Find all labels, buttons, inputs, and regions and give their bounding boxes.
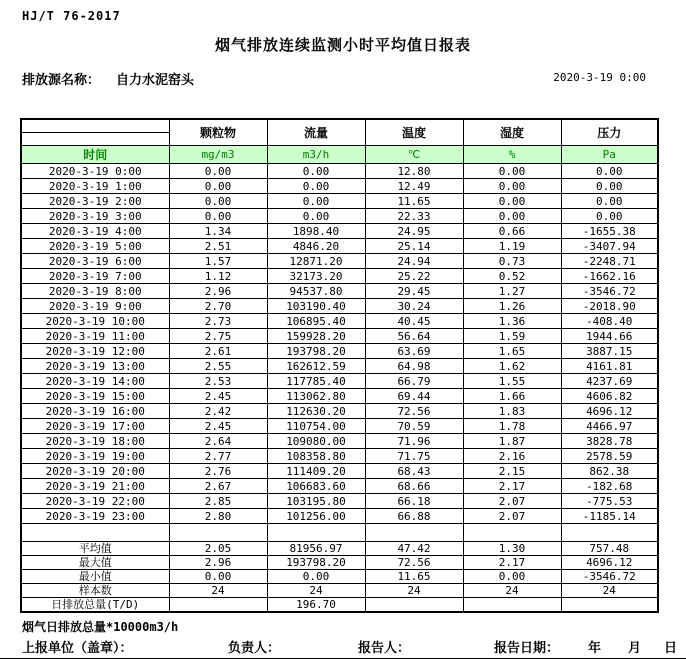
time-cell: 2020-3-19 22:00 (21, 494, 169, 509)
value-cell: 103195.80 (267, 494, 365, 509)
value-cell: 66.79 (365, 374, 463, 389)
value-cell: 81956.97 (267, 542, 365, 556)
value-cell: 66.88 (365, 509, 463, 524)
col-header-particulate: 颗粒物 (169, 119, 267, 146)
value-cell (365, 598, 463, 613)
table-row (21, 179, 658, 194)
time-cell: 2020-3-19 2:00 (21, 194, 169, 209)
value-cell: 63.69 (365, 344, 463, 359)
value-cell: 2.77 (169, 449, 267, 464)
year-label: 年 (588, 641, 602, 656)
unit-temperature: ℃ (365, 146, 463, 164)
value-cell: 0.00 (561, 194, 658, 209)
value-cell (561, 598, 658, 613)
value-cell: 66.18 (365, 494, 463, 509)
value-cell: 2.45 (169, 389, 267, 404)
table-row (21, 598, 658, 613)
value-cell: 2578.59 (561, 449, 658, 464)
value-cell: 64.98 (365, 359, 463, 374)
table-row (21, 254, 658, 269)
value-cell: 1.19 (463, 239, 561, 254)
data-rows (21, 164, 658, 524)
value-cell: 159928.20 (267, 329, 365, 344)
value-cell: 56.64 (365, 329, 463, 344)
col-header-temperature: 温度 (365, 119, 463, 146)
hourly-average-table (20, 118, 659, 613)
value-cell: 111409.20 (267, 464, 365, 479)
value-cell: 2.70 (169, 299, 267, 314)
col-header-humidity: 湿度 (463, 119, 561, 146)
value-cell: 2.73 (169, 314, 267, 329)
value-cell: 0.52 (463, 269, 561, 284)
value-cell: 22.33 (365, 209, 463, 224)
value-cell: -182.68 (561, 479, 658, 494)
value-cell: 0.00 (561, 164, 658, 179)
table-row (21, 314, 658, 329)
table-row (21, 389, 658, 404)
time-cell: 2020-3-19 19:00 (21, 449, 169, 464)
value-cell: 103190.40 (267, 299, 365, 314)
table-row (21, 509, 658, 524)
param-header-row (21, 119, 658, 146)
value-cell: 112630.20 (267, 404, 365, 419)
value-cell: 1.26 (463, 299, 561, 314)
value-cell: 1.78 (463, 419, 561, 434)
col-header-pressure: 压力 (561, 119, 658, 146)
spacer-cell (561, 524, 658, 542)
time-cell: 2020-3-19 14:00 (21, 374, 169, 389)
time-cell: 2020-3-19 4:00 (21, 224, 169, 239)
time-cell: 2020-3-19 5:00 (21, 239, 169, 254)
spacer-row (21, 524, 658, 542)
value-cell: -2248.71 (561, 254, 658, 269)
value-cell: 196.70 (267, 598, 365, 613)
standard-number: HJ/T 76-2017 (22, 9, 121, 23)
table-row (21, 449, 658, 464)
table-row (21, 542, 658, 556)
value-cell: 12.80 (365, 164, 463, 179)
spacer-cell (267, 524, 365, 542)
value-cell: 4466.97 (561, 419, 658, 434)
value-cell: 109080.00 (267, 434, 365, 449)
time-cell: 2020-3-19 3:00 (21, 209, 169, 224)
value-cell: 2.96 (169, 556, 267, 570)
value-cell: 24 (267, 584, 365, 598)
value-cell: 193798.20 (267, 344, 365, 359)
table-row (21, 224, 658, 239)
responsible-person-label: 负责人： (228, 641, 281, 656)
value-cell: -2018.90 (561, 299, 658, 314)
value-cell: 1.36 (463, 314, 561, 329)
time-cell: 2020-3-19 15:00 (21, 389, 169, 404)
value-cell: 4696.12 (561, 404, 658, 419)
unit-flow: m3/h (267, 146, 365, 164)
value-cell: 2.67 (169, 479, 267, 494)
spacer-cell (365, 524, 463, 542)
value-cell: -1185.14 (561, 509, 658, 524)
value-cell: 106895.40 (267, 314, 365, 329)
table-row (21, 479, 658, 494)
summary-rows (21, 542, 658, 613)
value-cell: 0.00 (267, 179, 365, 194)
corner-split-bottom (22, 133, 169, 145)
value-cell: 2.85 (169, 494, 267, 509)
value-cell: 2.17 (463, 479, 561, 494)
value-cell: 0.00 (169, 179, 267, 194)
value-cell: 2.75 (169, 329, 267, 344)
value-cell: 0.00 (463, 570, 561, 584)
value-cell: 12.49 (365, 179, 463, 194)
value-cell: 117785.40 (267, 374, 365, 389)
corner-split-cell (21, 119, 169, 146)
value-cell: 0.00 (267, 209, 365, 224)
table-row (21, 194, 658, 209)
value-cell: 0.00 (267, 164, 365, 179)
unit-header-row (21, 146, 658, 164)
value-cell: 24 (365, 584, 463, 598)
value-cell: 862.38 (561, 464, 658, 479)
value-cell: 71.75 (365, 449, 463, 464)
value-cell: 0.73 (463, 254, 561, 269)
unit-pressure: Pa (561, 146, 658, 164)
value-cell: 101256.00 (267, 509, 365, 524)
value-cell: 3828.78 (561, 434, 658, 449)
value-cell: 25.22 (365, 269, 463, 284)
value-cell: 1.34 (169, 224, 267, 239)
value-cell: -1655.38 (561, 224, 658, 239)
value-cell: 2.76 (169, 464, 267, 479)
value-cell: 1.66 (463, 389, 561, 404)
value-cell: 24 (463, 584, 561, 598)
value-cell: 47.42 (365, 542, 463, 556)
value-cell: 1898.40 (267, 224, 365, 239)
time-cell: 2020-3-19 21:00 (21, 479, 169, 494)
value-cell: 106683.60 (267, 479, 365, 494)
value-cell: 2.96 (169, 284, 267, 299)
value-cell: 1.87 (463, 434, 561, 449)
table-row (21, 419, 658, 434)
value-cell: 2.42 (169, 404, 267, 419)
summary-label-cell: 最大值 (21, 556, 169, 570)
value-cell: 4606.82 (561, 389, 658, 404)
table-row (21, 570, 658, 584)
value-cell: 71.96 (365, 434, 463, 449)
value-cell: 1.62 (463, 359, 561, 374)
value-cell: 2.80 (169, 509, 267, 524)
value-cell: 0.00 (267, 570, 365, 584)
value-cell: 4846.20 (267, 239, 365, 254)
value-cell: 0.00 (561, 209, 658, 224)
spacer-cell (463, 524, 561, 542)
value-cell: 29.45 (365, 284, 463, 299)
table-row (21, 209, 658, 224)
report-date-label: 报告日期： (494, 641, 560, 656)
value-cell: 1.12 (169, 269, 267, 284)
value-cell: 0.00 (463, 179, 561, 194)
value-cell: 108358.80 (267, 449, 365, 464)
value-cell: 4237.69 (561, 374, 658, 389)
reporter-label: 报告人： (358, 641, 411, 656)
value-cell: -1662.16 (561, 269, 658, 284)
value-cell: -3546.72 (561, 284, 658, 299)
value-cell: 32173.20 (267, 269, 365, 284)
time-cell: 2020-3-19 10:00 (21, 314, 169, 329)
value-cell: 1.27 (463, 284, 561, 299)
unit-humidity: % (463, 146, 561, 164)
time-cell: 2020-3-19 17:00 (21, 419, 169, 434)
summary-label-cell: 日排放总量(T/D) (21, 598, 169, 613)
value-cell: 110754.00 (267, 419, 365, 434)
value-cell: 2.05 (169, 542, 267, 556)
table-row (21, 164, 658, 179)
report-datetime: 2020-3-19 0:00 (553, 71, 646, 84)
time-column-header: 时间 (21, 146, 169, 164)
value-cell: 30.24 (365, 299, 463, 314)
report-unit-label: 上报单位（盖章）： (22, 641, 133, 656)
value-cell: 3887.15 (561, 344, 658, 359)
time-cell: 2020-3-19 13:00 (21, 359, 169, 374)
value-cell: 24 (561, 584, 658, 598)
value-cell: 2.51 (169, 239, 267, 254)
value-cell: 0.00 (463, 209, 561, 224)
footer-note: 烟气日排放总量*10000m3/h (22, 620, 179, 634)
value-cell: 2.61 (169, 344, 267, 359)
table-row (21, 464, 658, 479)
value-cell: 193798.20 (267, 556, 365, 570)
value-cell: 0.00 (561, 179, 658, 194)
table-row (21, 344, 658, 359)
value-cell: -408.40 (561, 314, 658, 329)
value-cell: -775.53 (561, 494, 658, 509)
value-cell: 2.07 (463, 494, 561, 509)
table-row (21, 239, 658, 254)
value-cell: 69.44 (365, 389, 463, 404)
table-row (21, 284, 658, 299)
time-cell: 2020-3-19 1:00 (21, 179, 169, 194)
value-cell: 1.55 (463, 374, 561, 389)
summary-label-cell: 最小值 (21, 570, 169, 584)
value-cell: 24.95 (365, 224, 463, 239)
value-cell: 70.59 (365, 419, 463, 434)
value-cell: 40.45 (365, 314, 463, 329)
signature-row (0, 637, 686, 656)
value-cell: 4161.81 (561, 359, 658, 374)
value-cell: 1.65 (463, 344, 561, 359)
time-cell: 2020-3-19 6:00 (21, 254, 169, 269)
value-cell: 11.65 (365, 570, 463, 584)
emission-source-label: 排放源名称： (22, 73, 101, 88)
page-title: 烟气排放连续监测小时平均值日报表 (214, 36, 471, 54)
value-cell: 113062.80 (267, 389, 365, 404)
value-cell: 0.66 (463, 224, 561, 239)
value-cell (169, 598, 267, 613)
value-cell: 0.00 (463, 164, 561, 179)
value-cell: 162612.59 (267, 359, 365, 374)
value-cell: 1.59 (463, 329, 561, 344)
table-row (21, 299, 658, 314)
value-cell: 1944.66 (561, 329, 658, 344)
value-cell: 24 (169, 584, 267, 598)
value-cell: 72.56 (365, 404, 463, 419)
value-cell (463, 598, 561, 613)
month-label: 月 (628, 641, 642, 656)
summary-label-cell: 样本数 (21, 584, 169, 598)
value-cell: 24.94 (365, 254, 463, 269)
table-row (21, 404, 658, 419)
time-cell: 2020-3-19 18:00 (21, 434, 169, 449)
spacer-cell (169, 524, 267, 542)
spacer-cell (21, 524, 169, 542)
value-cell: 2.64 (169, 434, 267, 449)
value-cell: 0.00 (169, 194, 267, 209)
value-cell: 2.07 (463, 509, 561, 524)
value-cell: 2.15 (463, 464, 561, 479)
value-cell: 1.57 (169, 254, 267, 269)
value-cell: 0.00 (169, 164, 267, 179)
value-cell: 68.43 (365, 464, 463, 479)
value-cell: 72.56 (365, 556, 463, 570)
time-cell: 2020-3-19 0:00 (21, 164, 169, 179)
value-cell: 0.00 (463, 194, 561, 209)
time-cell: 2020-3-19 9:00 (21, 299, 169, 314)
value-cell: 68.66 (365, 479, 463, 494)
time-cell: 2020-3-19 12:00 (21, 344, 169, 359)
col-header-flow: 流量 (267, 119, 365, 146)
time-cell: 2020-3-19 16:00 (21, 404, 169, 419)
value-cell: 757.48 (561, 542, 658, 556)
table-row (21, 374, 658, 389)
value-cell: 0.00 (267, 194, 365, 209)
value-cell: 2.17 (463, 556, 561, 570)
value-cell: 94537.80 (267, 284, 365, 299)
table-row (21, 434, 658, 449)
value-cell: 12871.20 (267, 254, 365, 269)
value-cell: -3407.94 (561, 239, 658, 254)
value-cell: 4696.12 (561, 556, 658, 570)
value-cell: 2.45 (169, 419, 267, 434)
table-row (21, 584, 658, 598)
time-cell: 2020-3-19 7:00 (21, 269, 169, 284)
table-row (21, 556, 658, 570)
time-cell: 2020-3-19 11:00 (21, 329, 169, 344)
value-cell: 2.55 (169, 359, 267, 374)
table-row (21, 269, 658, 284)
emission-source-line (22, 69, 194, 88)
value-cell: 11.65 (365, 194, 463, 209)
value-cell: 2.53 (169, 374, 267, 389)
table-row (21, 329, 658, 344)
day-label: 日 (664, 641, 678, 656)
emission-source-name: 自力水泥窑头 (116, 73, 195, 88)
unit-particulate: mg/m3 (169, 146, 267, 164)
value-cell: -3546.72 (561, 570, 658, 584)
value-cell: 2.16 (463, 449, 561, 464)
time-cell: 2020-3-19 23:00 (21, 509, 169, 524)
value-cell: 1.30 (463, 542, 561, 556)
table-row (21, 359, 658, 374)
table-row (21, 494, 658, 509)
time-cell: 2020-3-19 20:00 (21, 464, 169, 479)
value-cell: 0.00 (169, 209, 267, 224)
value-cell: 25.14 (365, 239, 463, 254)
spacer-section (21, 524, 658, 542)
summary-label-cell: 平均值 (21, 542, 169, 556)
corner-split-top (22, 120, 169, 133)
value-cell: 1.83 (463, 404, 561, 419)
value-cell: 0.00 (169, 570, 267, 584)
time-cell: 2020-3-19 8:00 (21, 284, 169, 299)
